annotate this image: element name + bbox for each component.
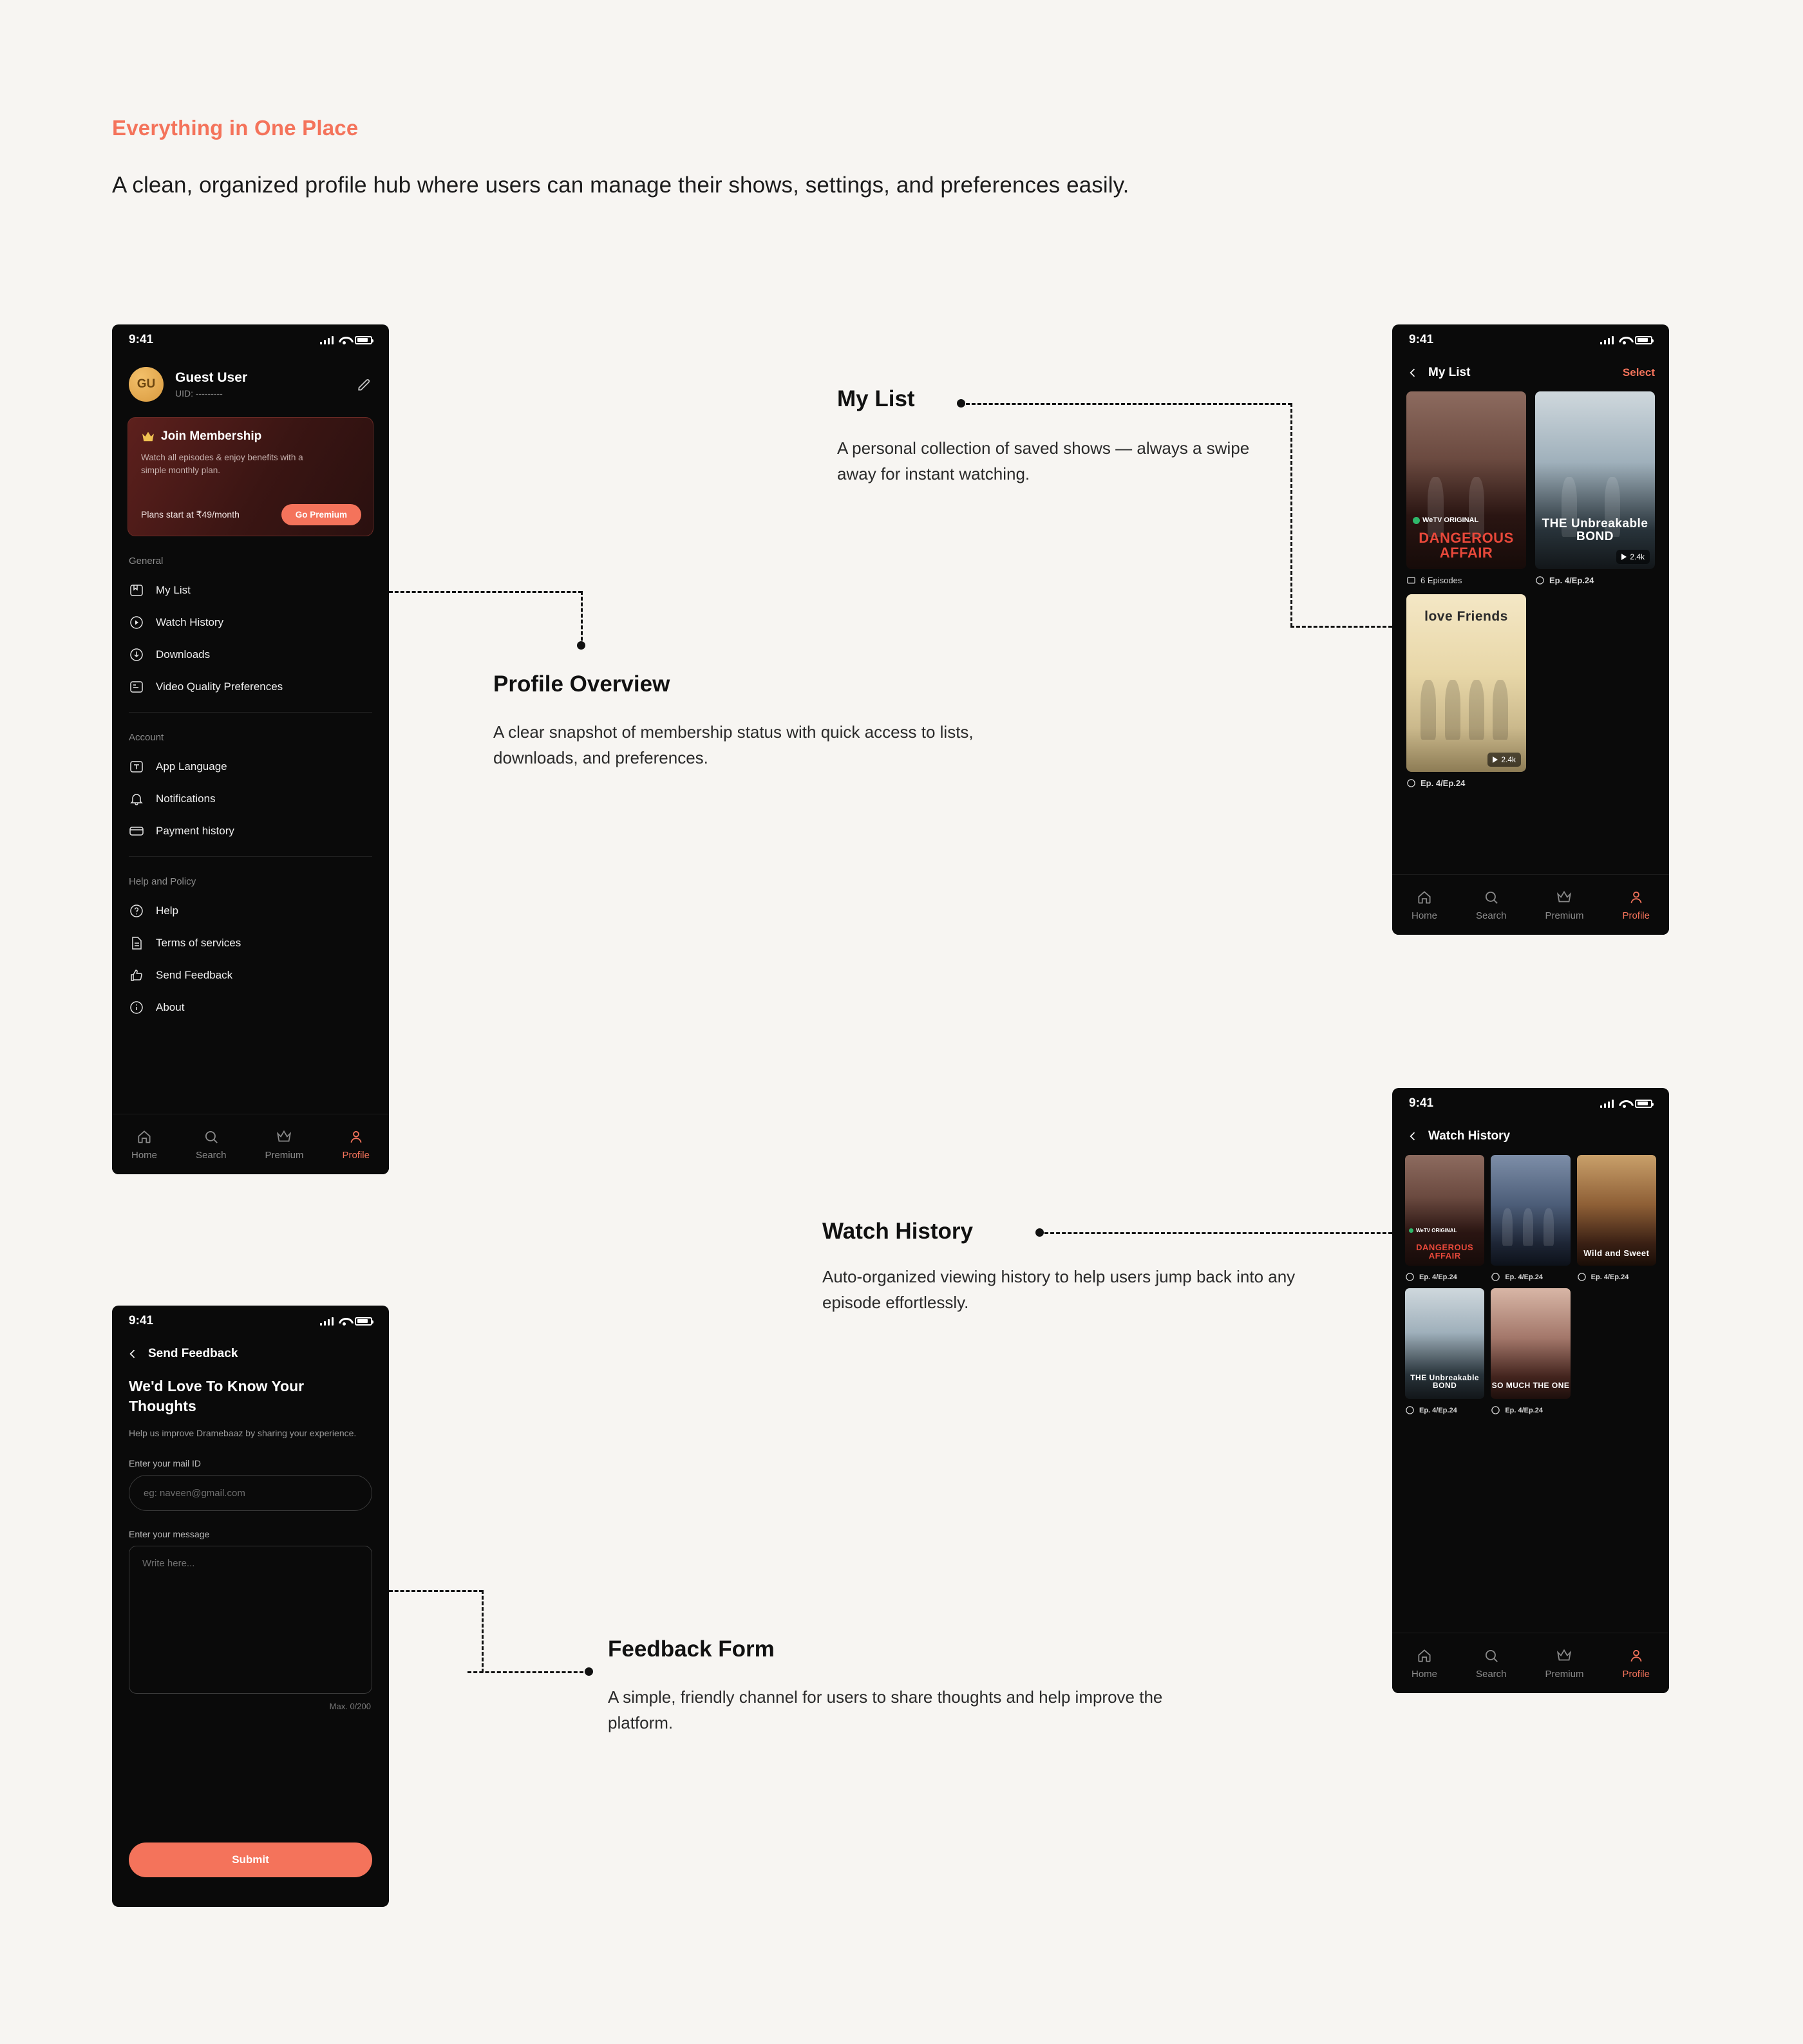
tab-search[interactable] bbox=[196, 1129, 227, 1161]
annotation-body-feedback-form: A simple, friendly channel for users to share thoughts and help improve the platform. bbox=[608, 1687, 1163, 1733]
language-icon bbox=[129, 759, 144, 774]
list-item[interactable] bbox=[1406, 391, 1526, 585]
annotation-connector bbox=[1290, 403, 1292, 627]
home-icon bbox=[1416, 889, 1433, 906]
watch-history-topbar bbox=[1392, 1119, 1669, 1152]
membership-card[interactable] bbox=[127, 417, 373, 536]
play-history-icon bbox=[1491, 1405, 1500, 1415]
annotation-body-watch-history: Auto-organized viewing history to help users jump back into any episode effortlessly. bbox=[822, 1267, 1296, 1313]
status-time: 9:41 bbox=[1409, 1096, 1434, 1110]
tab-label: Premium bbox=[265, 1149, 304, 1161]
sidebar-item-label: App Language bbox=[156, 760, 227, 773]
list-item-meta: Ep. 4/Ep.24 bbox=[1491, 1272, 1570, 1282]
tab-premium[interactable] bbox=[265, 1129, 303, 1161]
status-bar bbox=[1392, 1088, 1669, 1119]
sidebar-item-label: Help bbox=[156, 905, 178, 917]
wifi-icon bbox=[1619, 336, 1630, 344]
battery-icon bbox=[355, 1317, 372, 1326]
annotation-body-profile-overview: A clear snapshot of membership status with quick access to lists, downloads, and preferences. bbox=[493, 722, 974, 768]
section-label-general: General bbox=[129, 556, 164, 567]
select-button[interactable]: Select bbox=[1622, 366, 1655, 379]
cellular-icon bbox=[1600, 1099, 1614, 1108]
my-list-screen bbox=[1392, 324, 1669, 935]
user-row[interactable] bbox=[112, 355, 389, 408]
tab-label: Search bbox=[1475, 910, 1507, 921]
annotation-dot bbox=[1035, 1228, 1044, 1237]
annotation-dot bbox=[957, 399, 965, 408]
poster bbox=[1577, 1155, 1656, 1266]
tab-label: Profile bbox=[342, 1149, 370, 1161]
sidebar-item-label: Notifications bbox=[156, 792, 216, 805]
status-time: 9:41 bbox=[129, 1314, 154, 1327]
tab-premium[interactable] bbox=[1545, 889, 1583, 921]
avatar: GU bbox=[129, 367, 164, 402]
status-bar bbox=[112, 1306, 389, 1336]
list-item[interactable] bbox=[1405, 1155, 1484, 1282]
document-icon bbox=[129, 935, 144, 951]
user-name: Guest User bbox=[175, 370, 248, 385]
video-quality-icon bbox=[129, 679, 144, 695]
feedback-subtext: Help us improve Dramebaaz by sharing your experience. bbox=[129, 1428, 357, 1439]
help-icon bbox=[129, 903, 144, 919]
poster-title: SO MUCH THE ONE bbox=[1491, 1381, 1570, 1391]
my-list-grid bbox=[1392, 389, 1669, 788]
battery-icon bbox=[355, 336, 372, 344]
person-icon bbox=[1628, 1647, 1645, 1664]
sidebar-item-watch-history[interactable] bbox=[112, 606, 389, 639]
bottom-tabbar bbox=[112, 1114, 389, 1174]
wifi-icon bbox=[1619, 1100, 1630, 1108]
send-feedback-screen bbox=[112, 1306, 389, 1907]
poster-title: THE Unbreakable BOND bbox=[1410, 1373, 1480, 1391]
feedback-topbar bbox=[112, 1336, 389, 1370]
list-item[interactable] bbox=[1491, 1155, 1570, 1282]
poster-title: DANGEROUS AFFAIR bbox=[1416, 1242, 1474, 1261]
play-history-icon bbox=[1405, 1405, 1415, 1415]
page-title: Watch History bbox=[1428, 1129, 1511, 1143]
submit-button[interactable]: Submit bbox=[129, 1842, 372, 1877]
battery-icon bbox=[1635, 336, 1652, 344]
play-history-icon bbox=[1535, 576, 1545, 585]
views-badge: 2.4k bbox=[1616, 550, 1650, 564]
tab-label: Profile bbox=[1622, 1668, 1650, 1680]
play-history-icon bbox=[1406, 778, 1416, 788]
tab-label: Profile bbox=[1622, 910, 1650, 921]
cellular-icon bbox=[320, 1317, 334, 1326]
play-history-icon bbox=[1491, 1272, 1500, 1282]
edit-icon[interactable] bbox=[355, 376, 372, 393]
poster bbox=[1535, 391, 1655, 569]
membership-title-row bbox=[141, 429, 360, 444]
sidebar-item-label: About bbox=[156, 1001, 185, 1013]
crown-icon bbox=[1556, 889, 1572, 906]
annotation-connector bbox=[966, 403, 1292, 405]
sidebar-item-label: Send Feedback bbox=[156, 969, 233, 981]
list-item-meta: Ep. 4/Ep.24 bbox=[1577, 1272, 1656, 1282]
sidebar-item-label: Terms of services bbox=[156, 937, 241, 949]
list-item-meta: Ep. 4/Ep.24 bbox=[1406, 778, 1526, 788]
membership-title: Join Membership bbox=[161, 429, 262, 443]
sidebar-item-downloads[interactable] bbox=[112, 639, 389, 671]
annotation-title-feedback-form: Feedback Form bbox=[608, 1636, 775, 1662]
message-field[interactable]: Write here... bbox=[129, 1546, 372, 1694]
go-premium-button[interactable]: Go Premium bbox=[281, 504, 361, 525]
character-counter: Max. 0/200 bbox=[329, 1702, 371, 1712]
list-item-meta: Ep. 4/Ep.24 bbox=[1405, 1272, 1484, 1282]
status-bar bbox=[1392, 324, 1669, 355]
crown-icon bbox=[1556, 1647, 1572, 1664]
sidebar-item-video-quality[interactable] bbox=[112, 671, 389, 703]
tab-label: Premium bbox=[1545, 1668, 1584, 1680]
sidebar-item-label: Watch History bbox=[156, 616, 224, 628]
payment-icon bbox=[129, 823, 144, 839]
message-field-label: Enter your message bbox=[129, 1529, 210, 1540]
views-badge: 2.4k bbox=[1487, 753, 1521, 767]
page-eyebrow: Everything in One Place bbox=[112, 116, 359, 140]
list-item-meta: 6 Episodes bbox=[1406, 576, 1526, 585]
list-item[interactable] bbox=[1405, 1288, 1484, 1415]
annotation-dot bbox=[577, 641, 585, 650]
membership-description: Watch all episodes & enjoy benefits with a simple monthly plan. bbox=[141, 453, 303, 476]
annotation-connector bbox=[1290, 626, 1392, 628]
crown-icon bbox=[141, 431, 155, 442]
sidebar-item-my-list[interactable] bbox=[112, 574, 389, 606]
tab-label: Home bbox=[131, 1149, 157, 1161]
tab-search[interactable] bbox=[1476, 889, 1507, 921]
annotation-connector bbox=[389, 591, 582, 593]
chevron-left-icon[interactable] bbox=[126, 1347, 139, 1360]
episodes-icon bbox=[1406, 576, 1416, 585]
poster bbox=[1406, 391, 1526, 569]
tab-profile[interactable] bbox=[1622, 889, 1650, 921]
bottom-tabbar bbox=[1392, 1633, 1669, 1693]
list-item[interactable] bbox=[1535, 391, 1655, 585]
tab-profile[interactable] bbox=[1622, 1647, 1650, 1680]
poster bbox=[1491, 1155, 1570, 1266]
thumbs-up-icon bbox=[129, 968, 144, 983]
list-item[interactable] bbox=[1577, 1155, 1656, 1282]
page-title: Send Feedback bbox=[148, 1347, 238, 1360]
info-icon bbox=[129, 1000, 144, 1015]
sidebar-item-help[interactable] bbox=[112, 895, 389, 927]
crown-icon bbox=[276, 1129, 292, 1145]
profile-screen bbox=[112, 324, 389, 1174]
bottom-tabbar bbox=[1392, 874, 1669, 935]
poster-title: love Friends bbox=[1424, 609, 1508, 624]
sidebar-item-label: My List bbox=[156, 584, 191, 596]
email-field[interactable]: eg: naveen@gmail.com bbox=[129, 1475, 372, 1511]
status-time: 9:41 bbox=[1409, 333, 1434, 346]
status-time: 9:41 bbox=[129, 333, 154, 346]
history-play-icon bbox=[129, 615, 144, 630]
sidebar-item-label: Video Quality Preferences bbox=[156, 680, 283, 693]
bookmark-list-icon bbox=[129, 583, 144, 598]
home-icon bbox=[136, 1129, 153, 1145]
poster-title: THE Unbreakable BOND bbox=[1542, 517, 1648, 544]
cellular-icon bbox=[320, 335, 334, 344]
wifi-icon bbox=[339, 336, 350, 344]
annotation-body-my-list: A personal collection of saved shows — always a swipe away for instant watching. bbox=[837, 438, 1250, 484]
battery-icon bbox=[1635, 1100, 1652, 1108]
tab-label: Search bbox=[1475, 1668, 1507, 1680]
tab-home[interactable] bbox=[1411, 889, 1437, 921]
list-item-meta: Ep. 4/Ep.24 bbox=[1491, 1405, 1570, 1415]
originals-badge: WeTV ORIGINAL bbox=[1413, 516, 1478, 524]
watch-history-screen bbox=[1392, 1088, 1669, 1693]
watch-history-grid bbox=[1392, 1152, 1669, 1415]
download-icon bbox=[129, 647, 144, 662]
sidebar-item-send-feedback[interactable] bbox=[112, 959, 389, 991]
poster-title: DANGEROUS AFFAIR bbox=[1419, 529, 1514, 561]
play-history-icon bbox=[1405, 1272, 1415, 1282]
annotation-connector bbox=[467, 1671, 583, 1673]
feedback-heading: We'd Love To Know Your Thoughts bbox=[129, 1378, 305, 1415]
section-label-help: Help and Policy bbox=[129, 876, 196, 887]
person-icon bbox=[1628, 889, 1645, 906]
sidebar-item-terms[interactable] bbox=[112, 927, 389, 959]
tab-label: Search bbox=[195, 1149, 227, 1161]
user-uid: UID: --------- bbox=[175, 388, 223, 398]
poster bbox=[1405, 1288, 1484, 1399]
poster bbox=[1406, 594, 1526, 772]
list-item-meta: Ep. 4/Ep.24 bbox=[1535, 576, 1655, 585]
email-field-label: Enter your mail ID bbox=[129, 1458, 202, 1469]
membership-price: Plans start at ₹49/month bbox=[141, 509, 240, 520]
annotation-connector bbox=[389, 1590, 483, 1592]
list-item[interactable] bbox=[1406, 594, 1526, 788]
annotation-dot bbox=[585, 1667, 593, 1676]
sidebar-item-payment-history[interactable] bbox=[112, 815, 389, 847]
home-icon bbox=[1416, 1647, 1433, 1664]
play-history-icon bbox=[1577, 1272, 1587, 1282]
chevron-left-icon[interactable] bbox=[1406, 1130, 1419, 1143]
chevron-left-icon[interactable] bbox=[1406, 366, 1419, 379]
section-label-account: Account bbox=[129, 732, 164, 743]
tab-label: Home bbox=[1411, 1668, 1437, 1680]
sidebar-item-label: Payment history bbox=[156, 825, 234, 837]
list-item-meta: Ep. 4/Ep.24 bbox=[1405, 1405, 1484, 1415]
sidebar-item-about[interactable] bbox=[112, 991, 389, 1024]
tab-home[interactable] bbox=[1411, 1647, 1437, 1680]
bell-icon bbox=[129, 791, 144, 807]
tab-search[interactable] bbox=[1476, 1647, 1507, 1680]
sidebar-item-label: Downloads bbox=[156, 648, 211, 661]
annotation-connector bbox=[1044, 1232, 1392, 1234]
annotation-connector bbox=[581, 591, 583, 646]
wifi-icon bbox=[339, 1317, 350, 1326]
tab-label: Home bbox=[1411, 910, 1437, 921]
tab-profile[interactable] bbox=[342, 1129, 370, 1161]
status-bar bbox=[112, 324, 389, 355]
originals-badge: WeTV ORIGINAL bbox=[1409, 1228, 1457, 1233]
annotation-connector bbox=[482, 1590, 484, 1673]
list-item[interactable] bbox=[1491, 1288, 1570, 1415]
poster-title: Wild and Sweet bbox=[1583, 1248, 1650, 1259]
search-icon bbox=[203, 1129, 220, 1145]
poster bbox=[1405, 1155, 1484, 1266]
search-icon bbox=[1483, 1647, 1500, 1664]
sidebar-item-notifications[interactable] bbox=[112, 783, 389, 815]
tab-home[interactable] bbox=[131, 1129, 157, 1161]
tab-label: Premium bbox=[1545, 910, 1584, 921]
sidebar-item-app-language[interactable] bbox=[112, 751, 389, 783]
my-list-topbar bbox=[1392, 355, 1669, 389]
page-subhead: A clean, organized profile hub where users can manage their shows, settings, and preferences easily. bbox=[112, 173, 1129, 198]
annotation-title-my-list: My List bbox=[837, 386, 915, 411]
tab-premium[interactable] bbox=[1545, 1647, 1583, 1680]
person-icon bbox=[348, 1129, 364, 1145]
annotation-title-watch-history: Watch History bbox=[822, 1219, 974, 1244]
annotation-title-profile-overview: Profile Overview bbox=[493, 671, 670, 697]
page-title: My List bbox=[1428, 366, 1471, 379]
poster bbox=[1491, 1288, 1570, 1399]
search-icon bbox=[1483, 889, 1500, 906]
cellular-icon bbox=[1600, 335, 1614, 344]
